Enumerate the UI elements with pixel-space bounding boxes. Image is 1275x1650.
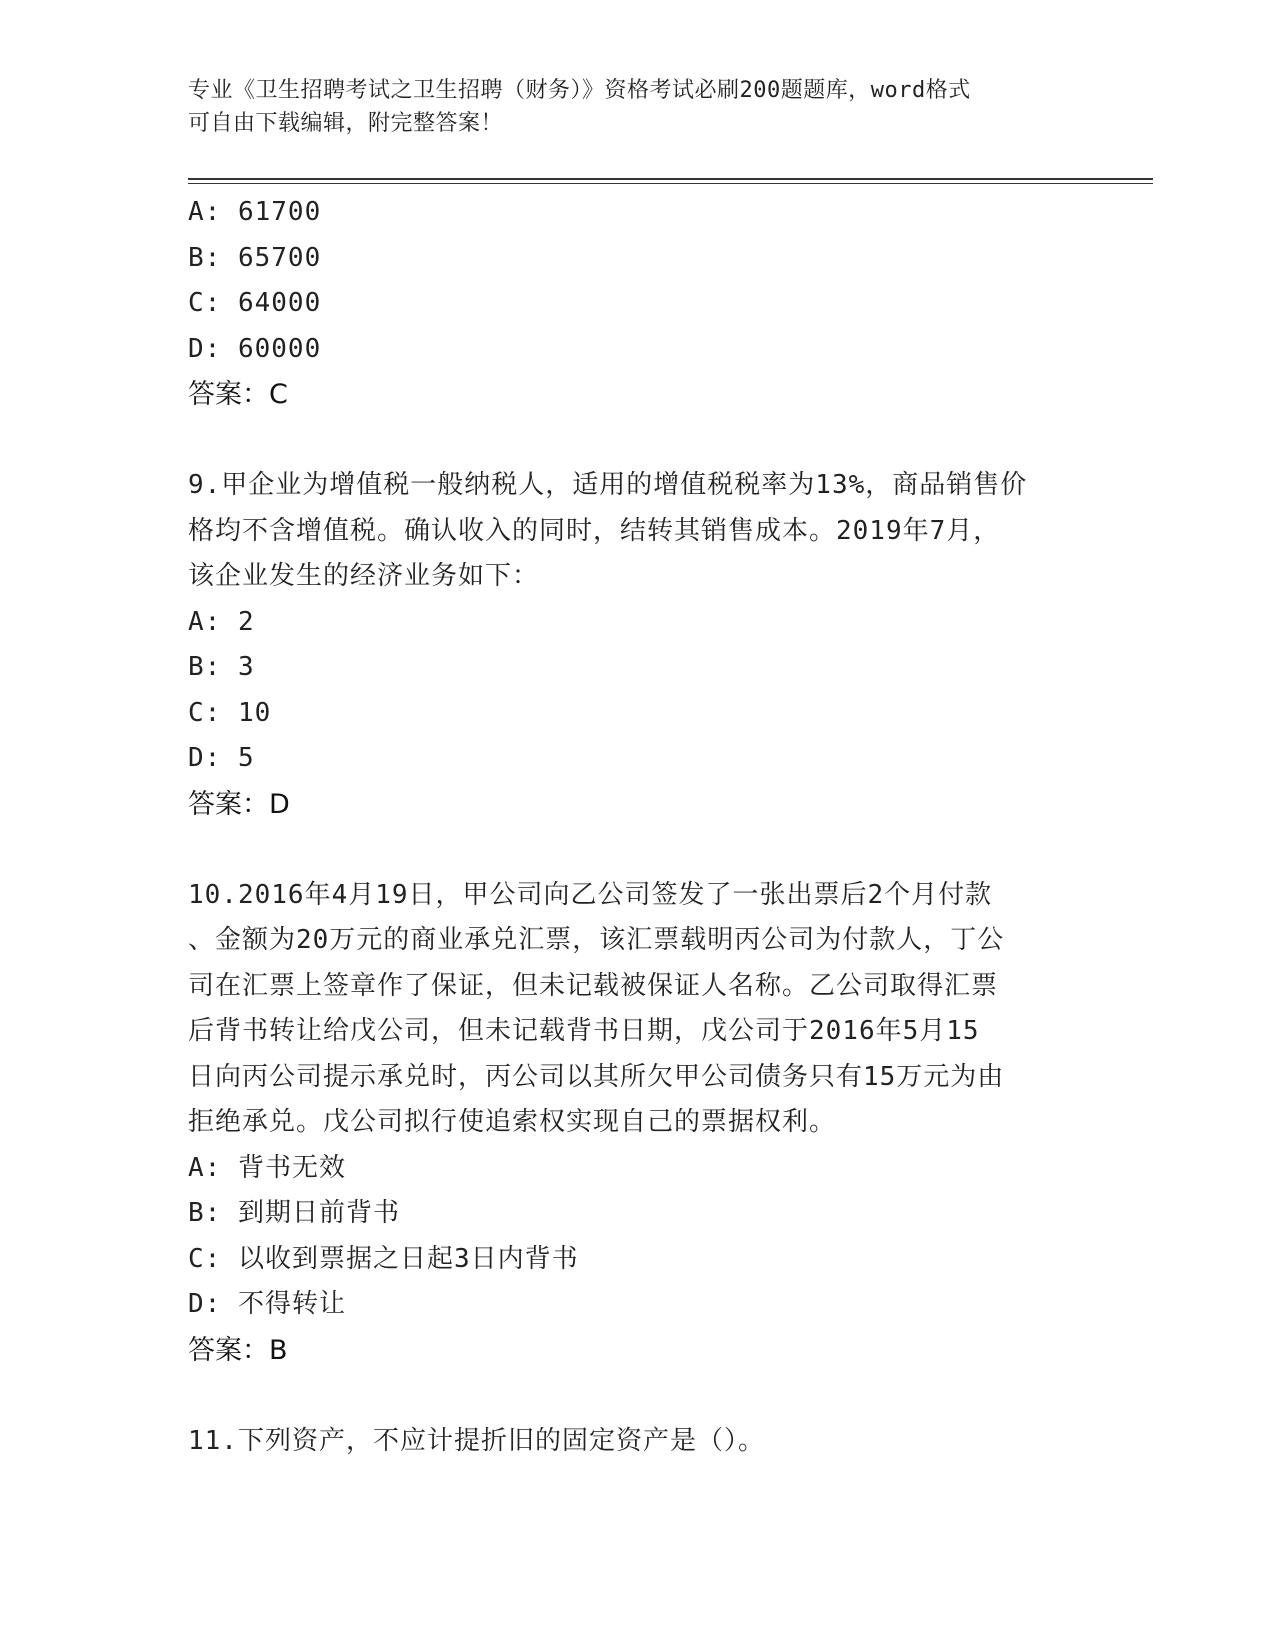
question-stem-line: 司在汇票上签章作了保证，但未记载被保证人名称。乙公司取得汇票 [188, 970, 999, 1001]
option-d: D: 不得转让 [188, 1289, 346, 1319]
document-body [188, 190, 1088, 1464]
question-stem-line: 、金额为20万元的商业承兑汇票，该汇票载明丙公司为付款人，丁公 [188, 925, 1005, 955]
spacer [188, 827, 1088, 873]
document-header [188, 74, 1068, 140]
option-c: C: 以收到票据之日起3日内背书 [188, 1243, 579, 1274]
option-c: C: 64000 [188, 288, 322, 318]
spacer [188, 418, 1088, 464]
option-b: B: 3 [188, 652, 255, 682]
answer-line: 答案：D [188, 788, 290, 820]
question-11 [188, 1419, 1088, 1465]
question-stem-line: 该企业发生的经济业务如下： [188, 561, 540, 591]
header-rule-thick [188, 178, 1153, 180]
spacer [188, 1373, 1088, 1419]
option-b: B: 65700 [188, 242, 322, 273]
question-stem-line: 11.下列资产，不应计提折旧的固定资产是（）。 [188, 1425, 765, 1456]
header-line-2: 可自由下载编辑，附完整答案！ [188, 111, 504, 136]
option-a: A: 2 [188, 606, 255, 637]
question-stem-line: 日向丙公司提示承兑时，丙公司以其所欠甲公司债务只有15万元为由 [188, 1061, 1005, 1092]
question-8 [188, 190, 1088, 418]
question-stem-line: 9.甲企业为增值税一般纳税人，适用的增值税税率为13%，商品销售价 [188, 470, 1028, 500]
option-d: D: 60000 [188, 333, 322, 364]
option-d: D: 5 [188, 743, 255, 773]
header-line-1: 专业《卫生招聘考试之卫生招聘（财务）》资格考试必刷200题题库，word格式 [188, 78, 971, 103]
option-c: C: 10 [188, 697, 272, 728]
option-a: A: 背书无效 [188, 1152, 346, 1183]
answer-line: 答案：C [188, 379, 288, 410]
question-stem-line: 后背书转让给戊公司，但未记载背书日期，戊公司于2016年5月15 [188, 1016, 980, 1046]
question-10 [188, 873, 1088, 1374]
question-9 [188, 463, 1088, 827]
question-stem-line: 拒绝承兑。戊公司拟行使追索权实现自己的票据权利。 [188, 1107, 837, 1137]
option-b: B: 到期日前背书 [188, 1198, 400, 1228]
option-a: A: 61700 [188, 197, 322, 227]
answer-line: 答案：B [188, 1334, 288, 1366]
question-stem-line: 10.2016年4月19日，甲公司向乙公司签发了一张出票后2个月付款 [188, 879, 993, 910]
header-rule-thin [188, 183, 1153, 184]
question-stem-line: 格均不含增值税。确认收入的同时，结转其销售成本。2019年7月， [188, 515, 1001, 546]
